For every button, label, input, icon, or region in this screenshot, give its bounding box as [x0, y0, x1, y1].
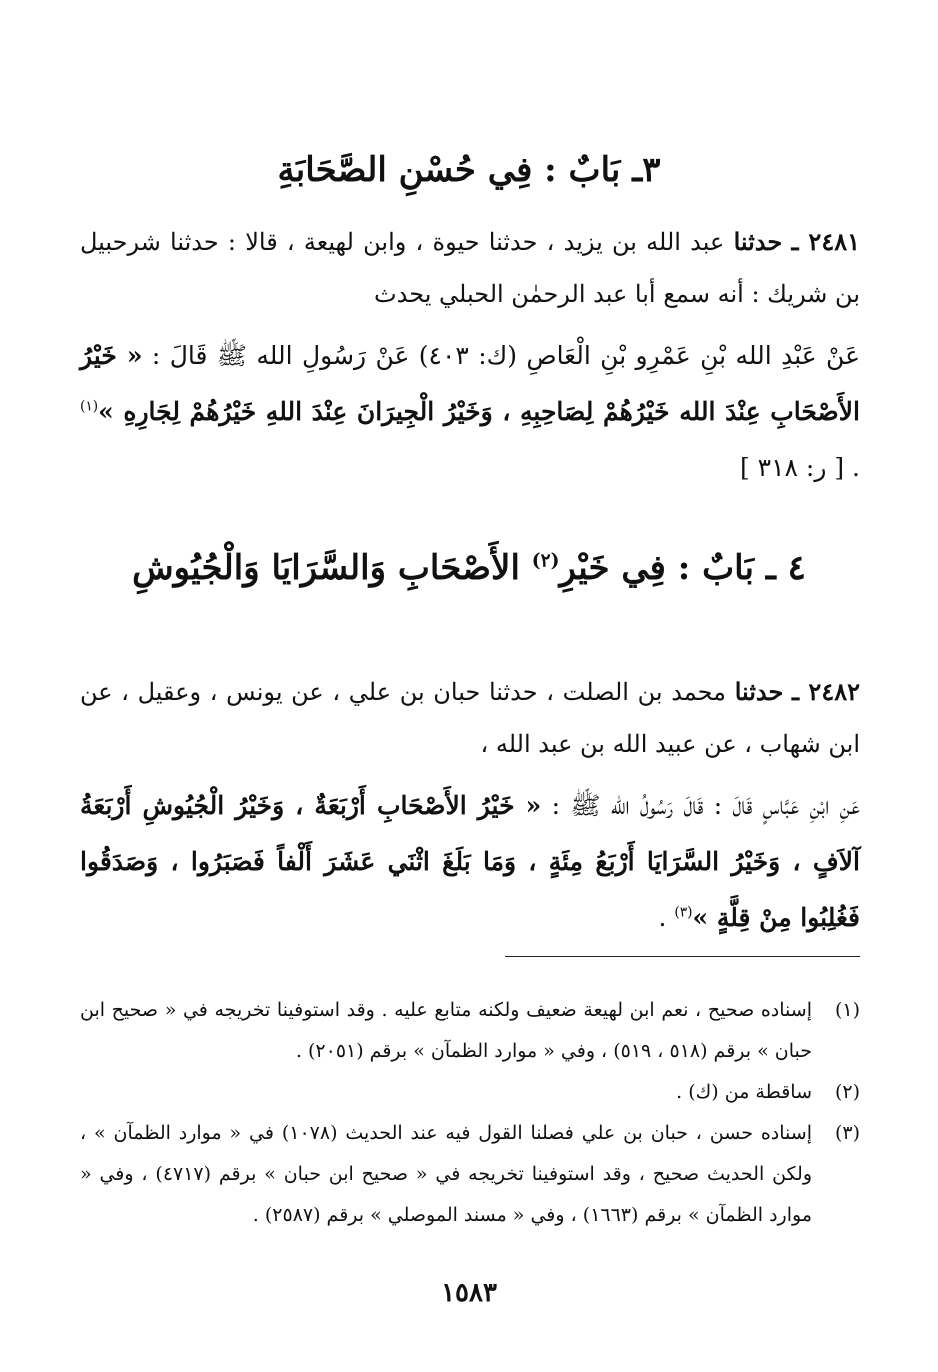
hadith-2481-isnad — [80, 216, 860, 320]
hadith-2481-text — [80, 328, 860, 496]
chapter-3-title: ٣ـ بَابٌ : فِي حُسْنِ الصَّحَابَةِ — [277, 150, 661, 190]
hadith-2482-end: . — [658, 903, 667, 932]
footnote-text: ساقطة من (ك) . — [676, 1081, 812, 1103]
hadith-2482-isnad — [80, 666, 860, 770]
chapter-4-heading — [80, 548, 858, 589]
chapter-3-heading — [80, 150, 858, 191]
footnote-number: (١) — [834, 999, 860, 1021]
footnote-1 — [80, 990, 860, 1072]
chapter-4-footnote-marker: (٢) — [531, 549, 560, 572]
footnote-separator — [505, 956, 860, 957]
hadith-2482-text — [80, 778, 860, 946]
hadith-2482-matn: « خَيْرُ الأَصْحَابِ أَرْبَعَةٌ ، وَخَيْرُ الْجُيُوشِ أَرْبَعَةُ آلاَفٍ ، وَخَيْرُ السَّرَايَا أَرْبَعُ مِئَةٍ ، وَمَا بَلَغَ اثْنَي عَشَرَ أَلْفاً فَصَبَرُوا ، وَصَدَقُوا فَغُلِبُوا مِنْ قِلَّةٍ » — [80, 791, 860, 932]
hadith-2481-isnad-text: عبد الله بن يزيد ، حدثنا حيوة ، وابن لهيعة ، قالا : حدثنا شرحبيل بن شريك : أنه سمع أبا عبد الرحمٰن الحبلي يحدث — [80, 228, 860, 308]
hadith-2482-footnote-marker: (٣) — [674, 904, 693, 921]
hadith-2481-number: ٢٤٨١ ـ — [791, 227, 860, 256]
hadith-2482-number: ٢٤٨٢ ـ — [792, 677, 860, 706]
footnote-2 — [80, 1072, 860, 1113]
footnote-number: (٣) — [834, 1122, 860, 1144]
hadith-2481-intro: عَنْ عَبْدِ الله بْنِ عَمْرِو بْنِ الْعَاصِ (ك: ٤٠٣) عَنْ رَسُولِ الله ﷺ قَالَ : — [151, 341, 860, 370]
chapter-4-title-part2: الأَصْحَابِ وَالسَّرَايَا وَالْجُيُوشِ — [132, 548, 520, 588]
footnote-number: (٢) — [834, 1081, 860, 1103]
page-number: ١٥٨٣ — [441, 1278, 497, 1308]
hadith-2481-reference: . [ ر: ٣١٨ ] — [739, 453, 860, 482]
hadith-2482-isnad-text: محمد بن الصلت ، حدثنا حبان بن علي ، عن يونس ، وعقيل ، عن ابن شهاب ، عن عبيد الله بن عبد الله ، — [80, 678, 860, 758]
hadith-2481-footnote-marker: (١) — [80, 398, 99, 415]
footnotes — [80, 990, 860, 1236]
chapter-4-title-part1: ٤ ـ بَابٌ : فِي خَيْرِ — [559, 548, 806, 588]
hadith-2481-isnad-head: حدثنا — [733, 227, 783, 256]
footnote-text: إسناده حسن ، حبان بن علي فصلنا القول فيه عند الحديث (١٠٧٨) في « موارد الظمآن » ، ولكن الحديث صحيح ، وقد استوفينا تخريجه في « صحيح ابن حبان » برقم (٤٧١٧) ، وفي « موارد الظمآن » برقم (١٦٦٣) ، وفي « مسند الموصلي » برقم (٢٥٨٧) . — [80, 1122, 812, 1226]
hadith-2481-matn: « خَيْرُ الأَصْحَابِ عِنْدَ الله خَيْرُهُمْ لِصَاحِبِهِ ، وَخَيْرُ الْجِيرَانَ عِنْدَ اللهِ خَيْرُهُمْ لِجَارِهِ » — [80, 341, 860, 426]
hadith-2482-isnad-head: حدثنا — [734, 677, 784, 706]
footnote-3 — [80, 1113, 860, 1236]
footnote-text: إسناده صحيح ، نعم ابن لهيعة ضعيف ولكنه متابع عليه . وقد استوفينا تخريجه في « صحيح ابن حبان » برقم (٥١٨ ، ٥١٩) ، وفي « موارد الظمآن » برقم (٢٠٥١) . — [80, 999, 812, 1062]
hadith-2482-intro: عَنِ ابْنِ عَبَّاسٍ قَالَ : قَالَ رَسُولُ الله ﷺ : — [551, 791, 860, 820]
